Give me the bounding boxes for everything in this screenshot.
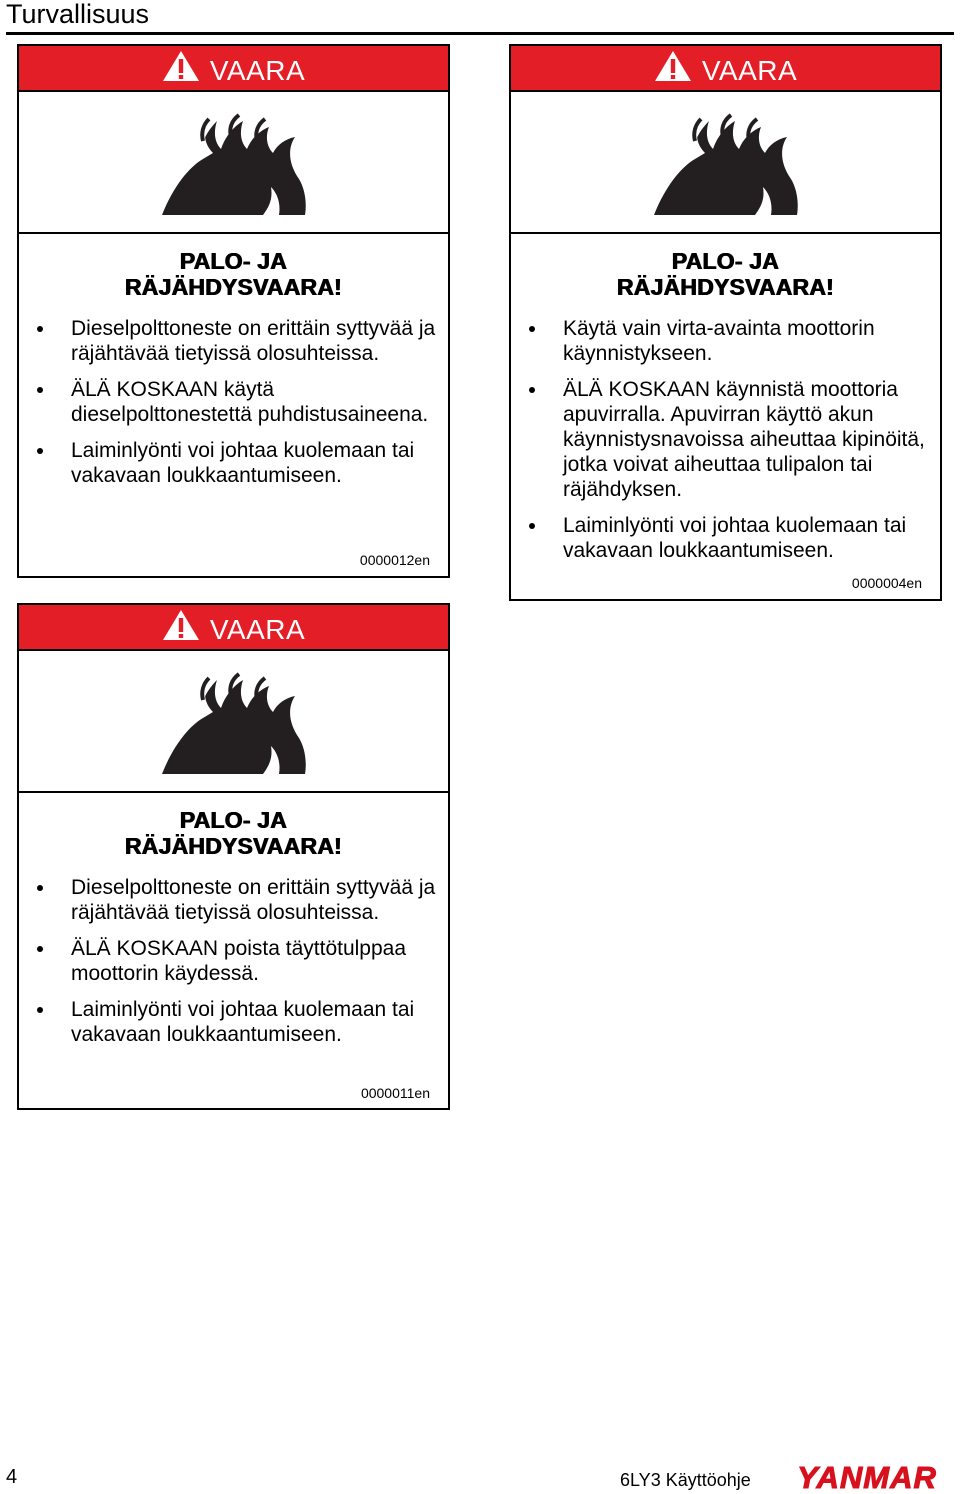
label-code: 0000004en [851, 575, 922, 591]
bullet-text: ÄLÄ KOSKAAN käytä dieselpolttonestettä puhdistusaineena. [71, 378, 429, 426]
page-title: Turvallisuus [6, 0, 150, 29]
signal-word: VAARA [209, 614, 306, 645]
list-item [35, 316, 438, 366]
bullet-text: ÄLÄ KOSKAAN käynnistä moottoria apuvirralla. Apuvirran käyttö akun käynnistysnavoissa aiheuttaa kipinöitä, jotka voivat aiheuttaa tulipalon tai räjähdyksen. [563, 378, 925, 501]
bullet-list [527, 316, 930, 574]
page-number: 4 [6, 1466, 18, 1488]
yanmar-logo-text: YANMAR [797, 1461, 937, 1493]
hazard-title [511, 248, 940, 300]
bullet-text: Käytä vain virta-avainta moottorin käynnistykseen. [563, 317, 875, 365]
bullet-text: Laiminlyönti voi johtaa kuolemaan tai vakavaan loukkaantumiseen. [71, 998, 415, 1046]
document-title: 6LY3 Käyttöohje [620, 1470, 751, 1490]
signal-word: VAARA [701, 55, 798, 86]
hazard-title-line2: RÄJÄHDYSVAARA! [124, 274, 343, 300]
hazard-title-line1: PALO- JA [671, 248, 780, 274]
danger-label-card [509, 44, 942, 601]
fire-flame-icon [159, 666, 309, 776]
hazard-title-line1: PALO- JA [179, 248, 288, 274]
list-item [35, 936, 438, 986]
label-code: 0000012en [359, 552, 430, 568]
bullet-text: Dieselpolttoneste on erittäin syttyvää ja räjähtävää tietyissä olosuhteissa. [71, 317, 436, 365]
bullet-text: ÄLÄ KOSKAAN poista täyttötulppaa moottorin käydessä. [71, 937, 407, 985]
hazard-title-line1: PALO- JA [179, 807, 288, 833]
warning-triangle-icon [654, 50, 692, 82]
list-item [35, 875, 438, 925]
bullet-dot-icon [37, 946, 43, 952]
bullet-dot-icon [529, 387, 535, 393]
danger-label-card [17, 603, 450, 1110]
signal-word: VAARA [209, 55, 306, 86]
bullet-dot-icon [37, 326, 43, 332]
bullet-text: Laiminlyönti voi johtaa kuolemaan tai vakavaan loukkaantumiseen. [563, 514, 907, 562]
fire-flame-icon [651, 107, 801, 217]
danger-label-card [17, 44, 450, 578]
bullet-dot-icon [529, 326, 535, 332]
page-header [6, 0, 954, 35]
fire-flame-icon [159, 107, 309, 217]
bullet-dot-icon [37, 1007, 43, 1013]
bullet-dot-icon [37, 885, 43, 891]
danger-banner [19, 605, 448, 651]
pictogram-area [511, 92, 940, 234]
yanmar-logo [780, 1461, 954, 1493]
list-item [35, 438, 438, 488]
bullet-list [35, 316, 438, 499]
danger-banner [511, 46, 940, 92]
bullet-list [35, 875, 438, 1058]
bullet-dot-icon [529, 523, 535, 529]
warning-triangle-icon [162, 50, 200, 82]
list-item [35, 997, 438, 1047]
list-item [527, 513, 930, 563]
list-item [527, 377, 930, 502]
list-item [35, 377, 438, 427]
pictogram-area [19, 651, 448, 793]
bullet-dot-icon [37, 448, 43, 454]
bullet-text: Dieselpolttoneste on erittäin syttyvää ja räjähtävää tietyissä olosuhteissa. [71, 876, 436, 924]
label-code: 0000011en [360, 1085, 430, 1101]
danger-banner [19, 46, 448, 92]
hazard-title [19, 248, 448, 300]
hazard-title-line2: RÄJÄHDYSVAARA! [124, 833, 343, 859]
bullet-text: Laiminlyönti voi johtaa kuolemaan tai vakavaan loukkaantumiseen. [71, 439, 415, 487]
warning-triangle-icon [162, 609, 200, 641]
bullet-dot-icon [37, 387, 43, 393]
pictogram-area [19, 92, 448, 234]
list-item [527, 316, 930, 366]
hazard-title-line2: RÄJÄHDYSVAARA! [616, 274, 835, 300]
hazard-title [19, 807, 448, 859]
